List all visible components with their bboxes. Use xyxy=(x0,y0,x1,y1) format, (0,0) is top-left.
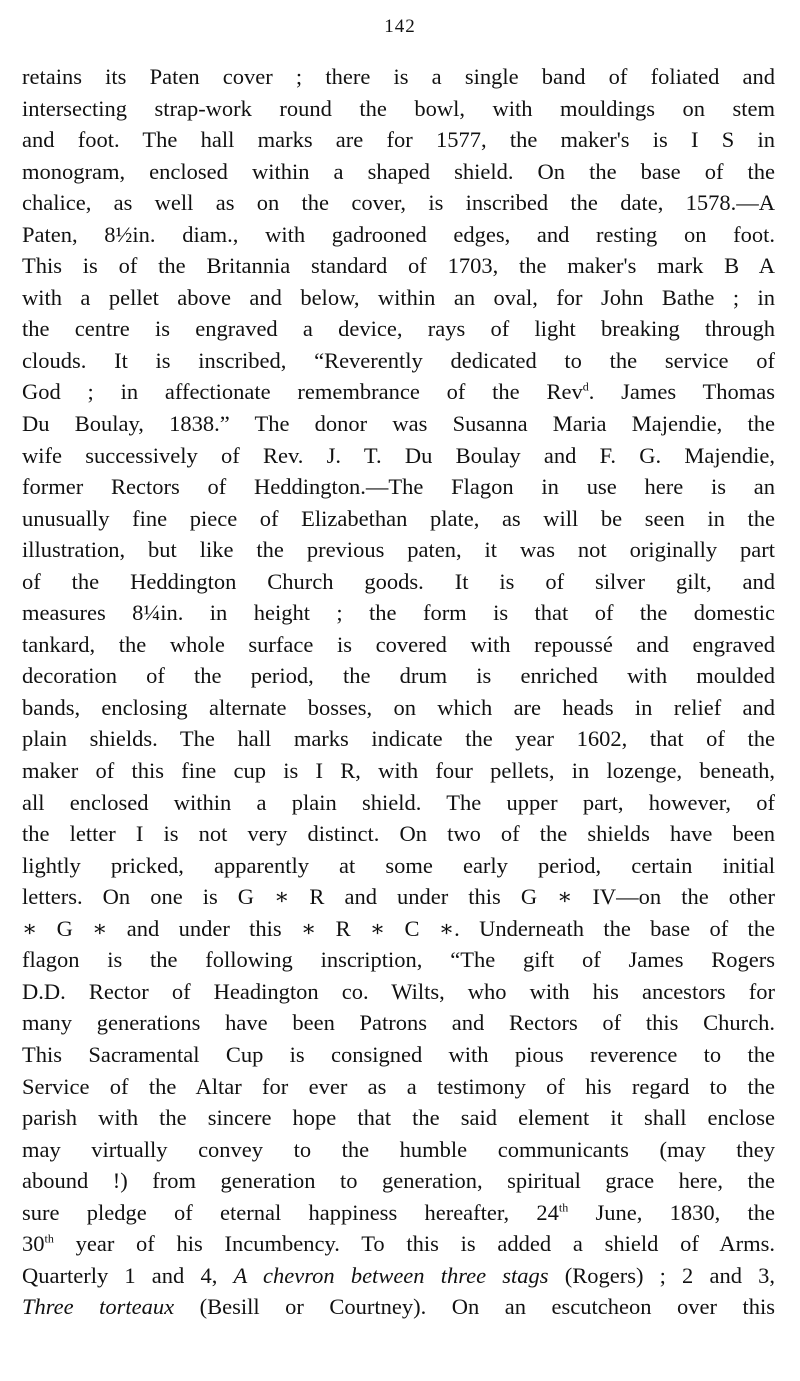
text-line: Paten, 8½in. diam., with gadrooned edges, and resting on foot. xyxy=(22,221,775,247)
text-line: may virtually convey to the humble communicants (may they xyxy=(22,1136,775,1162)
page-number: 142 xyxy=(384,16,416,37)
text-line: measures 8¼in. in height ; the form is that of the domestic xyxy=(22,600,775,626)
text-line: flagon is the following inscription, “The gift of James Rogers xyxy=(22,947,775,973)
text-segment: year of his Incumbency. To this is added a shield of Arms. xyxy=(53,1231,775,1257)
text-line: letters. On one is G ∗ R and under this G ∗ IV—on the other xyxy=(22,884,775,910)
text-line: parish with the sincere hope that the said element it shall enclose xyxy=(22,1105,775,1131)
text-line: plain shields. The hall marks indicate the year 1602, that of the xyxy=(22,726,775,752)
text-segment: June, 1830, the xyxy=(568,1199,775,1225)
text-line: the centre is engraved a device, rays of light breaking through xyxy=(22,316,775,342)
italic-text: A chevron between three stags xyxy=(233,1262,549,1288)
text-line: retains its Paten cover ; there is a single band of foliated and xyxy=(22,64,775,89)
text-line: many generations have been Patrons and Rectors of this Church. xyxy=(22,1010,775,1036)
text-segment: sure pledge of eternal happiness hereafter, 24 xyxy=(22,1199,559,1225)
text-segment: (Rogers) ; 2 and 3, xyxy=(548,1262,775,1288)
text-segment: 30 xyxy=(22,1231,45,1257)
text-line: lightly pricked, apparently at some early period, certain initial xyxy=(22,852,775,878)
italic-text: Three torteaux xyxy=(22,1294,175,1320)
text-line: bands, enclosing alternate bosses, on which are heads in relief and xyxy=(22,694,775,720)
text-line: unusually fine piece of Elizabethan plate, as will be seen in the xyxy=(22,505,775,531)
text-line: intersecting strap-work round the bowl, with mouldings on stem xyxy=(22,95,775,121)
text-line: all enclosed within a plain shield. The upper part, however, of xyxy=(22,789,775,815)
text-line: maker of this fine cup is I R, with four pellets, in lozenge, beneath, xyxy=(22,758,775,784)
text-segment: . James Thomas xyxy=(588,379,775,405)
text-line xyxy=(22,1197,775,1229)
text-line: and foot. The hall marks are for 1577, the maker's is I S in xyxy=(22,127,775,153)
text-line: tankard, the whole surface is covered with repoussé and engraved xyxy=(22,631,775,657)
text-line: decoration of the period, the drum is enriched with moulded xyxy=(22,663,775,689)
text-line: D.D. Rector of Headington co. Wilts, who with his ancestors for xyxy=(22,978,775,1004)
text-line: This Sacramental Cup is consigned with pious reverence to the xyxy=(22,1041,775,1067)
text-line: This is of the Britannia standard of 1703, the maker's mark B A xyxy=(22,253,775,279)
text-line xyxy=(22,376,775,408)
text-line xyxy=(22,1260,775,1292)
text-line: former Rectors of Heddington.—The Flagon in use here is an xyxy=(22,474,775,500)
superscript: d xyxy=(582,379,589,394)
text-line: the letter I is not very distinct. On two of the shields have been xyxy=(22,821,775,847)
body-text xyxy=(22,61,775,1323)
text-line: of the Heddington Church goods. It is of silver gilt, and xyxy=(22,568,775,594)
text-line: Du Boulay, 1838.” The donor was Susanna Maria Majendie, the xyxy=(22,411,775,437)
text-line: abound !) from generation to generation, spiritual grace here, the xyxy=(22,1168,775,1194)
text-line: monogram, enclosed within a shaped shield. On the base of the xyxy=(22,158,775,184)
text-line: chalice, as well as on the cover, is inscribed the date, 1578.—A xyxy=(22,190,775,216)
text-line xyxy=(22,1291,775,1323)
text-line: illustration, but like the previous paten, it was not originally part xyxy=(22,537,775,563)
text-segment: (Besill or Courtney). On an escutcheon over this xyxy=(174,1294,775,1320)
superscript: th xyxy=(44,1231,54,1246)
text-line: wife successively of Rev. J. T. Du Boulay and F. G. Majendie, xyxy=(22,442,775,468)
text-line: ∗ G ∗ and under this ∗ R ∗ C ∗. Underneath the base of the xyxy=(22,915,775,941)
superscript: th xyxy=(558,1200,569,1215)
text-line: with a pellet above and below, within an oval, for John Bathe ; in xyxy=(22,284,775,310)
text-line: clouds. It is inscribed, “Reverently dedicated to the service of xyxy=(22,347,775,373)
text-line xyxy=(22,1228,775,1260)
text-line: Service of the Altar for ever as a testimony of his regard to the xyxy=(22,1073,775,1099)
text-segment: Quarterly 1 and 4, xyxy=(22,1262,234,1288)
text-segment: God ; in affectionate remembrance of the Rev xyxy=(22,379,583,405)
